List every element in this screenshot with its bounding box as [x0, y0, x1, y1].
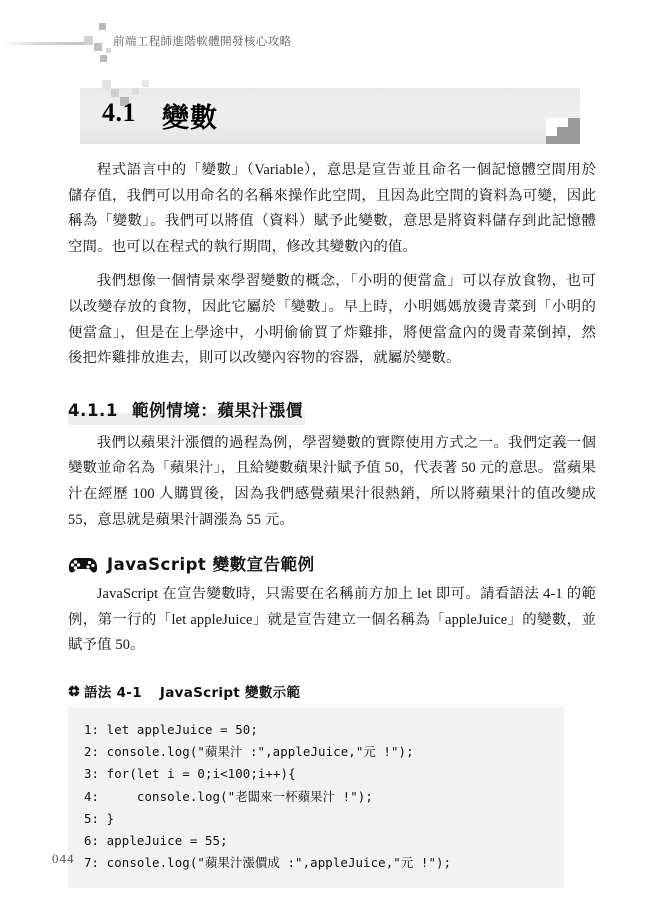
header-square-decoration — [84, 36, 93, 45]
subsection-title: 範例情境：蘋果汁漲價 — [131, 400, 303, 420]
paragraph-lunchbox-analogy: 我們想像一個情景來學習變數的概念，「小明的便當盒」可以存放食物，也可以改變存放的食物，因此它屬於「變數」。早上時，小明媽媽放燙青菜到「小明的便當盒」，但是在上學途中，小明偷偷買了炸雞排，將便當盒內的燙青菜倒掉，然後把炸雞排放進去，則可以改變內容物的容器，就屬於變數。 — [68, 273, 596, 367]
subsection-number: 4.1.1 — [68, 400, 118, 420]
stair-gap — [546, 118, 557, 136]
section-title: 變數 — [162, 103, 218, 134]
header-rule — [0, 42, 92, 45]
gamepad-icon — [68, 555, 98, 575]
heading-square-decoration — [111, 89, 119, 97]
header-square-decoration — [106, 48, 111, 53]
header-square-decoration — [100, 55, 107, 62]
paragraph-applejuice-example: 我們以蘋果汁漲價的過程為例，學習變數的實際使用方式之一。我們定義一個變數並命名為「蘋果汁」，且給變數蘋果汁賦予值 50，代表著 50 元的意思。當蘋果汁在經歷 100 人購買後，因為我們感覺蘋果汁很熱銷，所以將蘋果汁的值改變成 55，意思就是蘋果汁調漲為 55 元。 — [68, 434, 596, 528]
heading-square-decoration — [132, 88, 139, 95]
code-caption-label: 語法 4-1 — [84, 684, 142, 701]
stair-gap — [557, 118, 568, 127]
code-line: 2: console.log("蘋果汁 :",appleJuice,"元 !"); — [84, 744, 414, 760]
code-block — [68, 707, 564, 888]
header-square-decoration — [94, 43, 102, 51]
stair-block — [546, 136, 557, 144]
heading-square-decoration — [102, 80, 111, 89]
javascript-example-heading-text: JavaScript 變數宣告範例 — [107, 555, 315, 575]
code-line: 1: let appleJuice = 50; — [84, 721, 258, 737]
header-square-decoration — [99, 23, 106, 30]
stair-block — [568, 118, 580, 144]
heading-square-decoration — [142, 80, 149, 87]
paragraph-intro: 程式語言中的「變數」（Variable），意思是宣告並且命名一個記憶體空間用於儲存值，我們可以用命名的名稱來操作此空間，且因為此空間的資料為可變，因此稱為「變數」。我們可以將值（資料）賦予此變數，意思是將資料儲存到此記憶體空間。也可以在程式的執行期間，修改其變數內的值。 — [68, 162, 596, 255]
code-line: 4: console.log("老闆來一杯蘋果汁 !"); — [84, 788, 373, 804]
code-line: 7: console.log("蘋果汁漲價成 :",appleJuice,"元 !"); — [84, 855, 452, 871]
code-line: 6: appleJuice = 55; — [84, 832, 228, 848]
code-line: 3: for(let i = 0;i<100;i++){ — [84, 766, 296, 782]
body-column — [68, 158, 596, 888]
subsection-heading — [68, 398, 305, 425]
code-caption-title: JavaScript 變數示範 — [159, 684, 301, 701]
running-header — [0, 28, 663, 62]
gear-icon — [68, 685, 80, 697]
code-line: 5: } — [84, 810, 115, 826]
stair-step-decoration — [546, 118, 580, 144]
section-heading-box — [80, 88, 580, 144]
javascript-example-heading — [68, 553, 596, 577]
page-number: 044 — [52, 851, 75, 866]
running-title: 前端工程師進階軟體開發核心攻略 — [113, 36, 292, 48]
paragraph-let-declaration: JavaScript 在宣告變數時，只需要在名稱前方加上 let 即可。請看語法 4-1 的範例，第一行的「let appleJuice」就是宣告建立一個名稱為「appleJuice」的變數，並賦予值 50。 — [68, 586, 596, 654]
stair-block — [557, 127, 568, 144]
section-number: 4.1 — [102, 98, 136, 127]
code-caption — [68, 681, 596, 701]
